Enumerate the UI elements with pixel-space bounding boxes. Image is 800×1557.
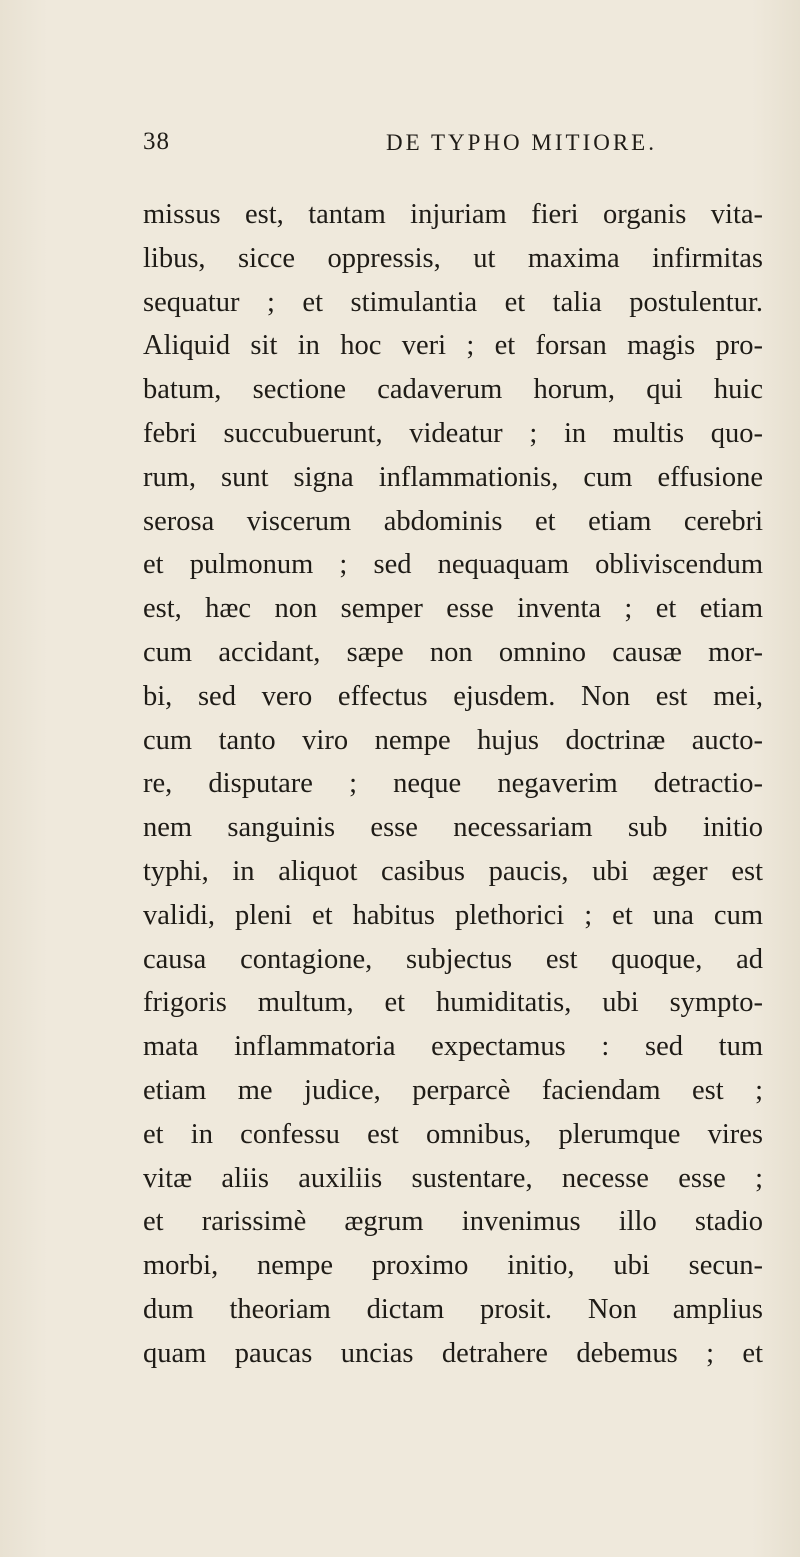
- text-line: et rarissimè ægrum invenimus illo stadio: [143, 1206, 763, 1238]
- text-line: Aliquid sit in hoc veri ; et forsan magis pro-: [143, 330, 763, 362]
- text-line: etiam me judice, perparcè faciendam est ;: [143, 1074, 763, 1106]
- text-line: morbi, nempe proximo initio, ubi secun-: [143, 1250, 763, 1282]
- text-line: cum accidant, sæpe non omnino causæ mor-: [143, 636, 763, 668]
- text-line: et in confessu est omnibus, plerumque vires: [143, 1118, 763, 1150]
- text-line: quam paucas uncias detrahere debemus ; et: [143, 1337, 763, 1369]
- text-line: re, disputare ; neque negaverim detractio-: [143, 768, 763, 800]
- text-line: sequatur ; et stimulantia et talia postulentur.: [143, 286, 763, 318]
- text-line: cum tanto viro nempe hujus doctrinæ aucto-: [143, 724, 763, 756]
- text-line: causa contagione, subjectus est quoque, ad: [143, 943, 763, 975]
- text-line: nem sanguinis esse necessariam sub initio: [143, 812, 763, 844]
- text-line: batum, sectione cadaverum horum, qui huic: [143, 374, 763, 406]
- text-line: typhi, in aliquot casibus paucis, ubi æger est: [143, 855, 763, 887]
- running-head: DE TYPHO MITIORE.: [386, 130, 657, 155]
- text-line: mata inflammatoria expectamus : sed tum: [143, 1031, 763, 1063]
- text-line: missus est, tantam injuriam fieri organis vita-: [143, 199, 763, 230]
- body-text: [143, 193, 763, 1376]
- text-line: vitæ aliis auxiliis sustentare, necesse esse ;: [143, 1162, 763, 1194]
- text-line: serosa viscerum abdominis et etiam cerebri: [143, 505, 763, 537]
- page-header: [143, 128, 703, 168]
- text-line: et pulmonum ; sed nequaquam obliviscendum: [143, 549, 763, 581]
- text-line: bi, sed vero effectus ejusdem. Non est mei,: [143, 680, 763, 712]
- text-line: libus, sicce oppressis, ut maxima infirmitas: [143, 242, 763, 274]
- text-line: febri succubuerunt, videatur ; in multis quo-: [143, 417, 763, 449]
- text-line: frigoris multum, et humiditatis, ubi sympto-: [143, 987, 763, 1019]
- text-line: validi, pleni et habitus plethorici ; et una cum: [143, 899, 763, 931]
- text-line: est, hæc non semper esse inventa ; et etiam: [143, 593, 763, 625]
- page-number: 38: [143, 128, 170, 155]
- text-line: rum, sunt signa inflammationis, cum effusione: [143, 461, 763, 493]
- text-line: dum theoriam dictam prosit. Non amplius: [143, 1293, 763, 1325]
